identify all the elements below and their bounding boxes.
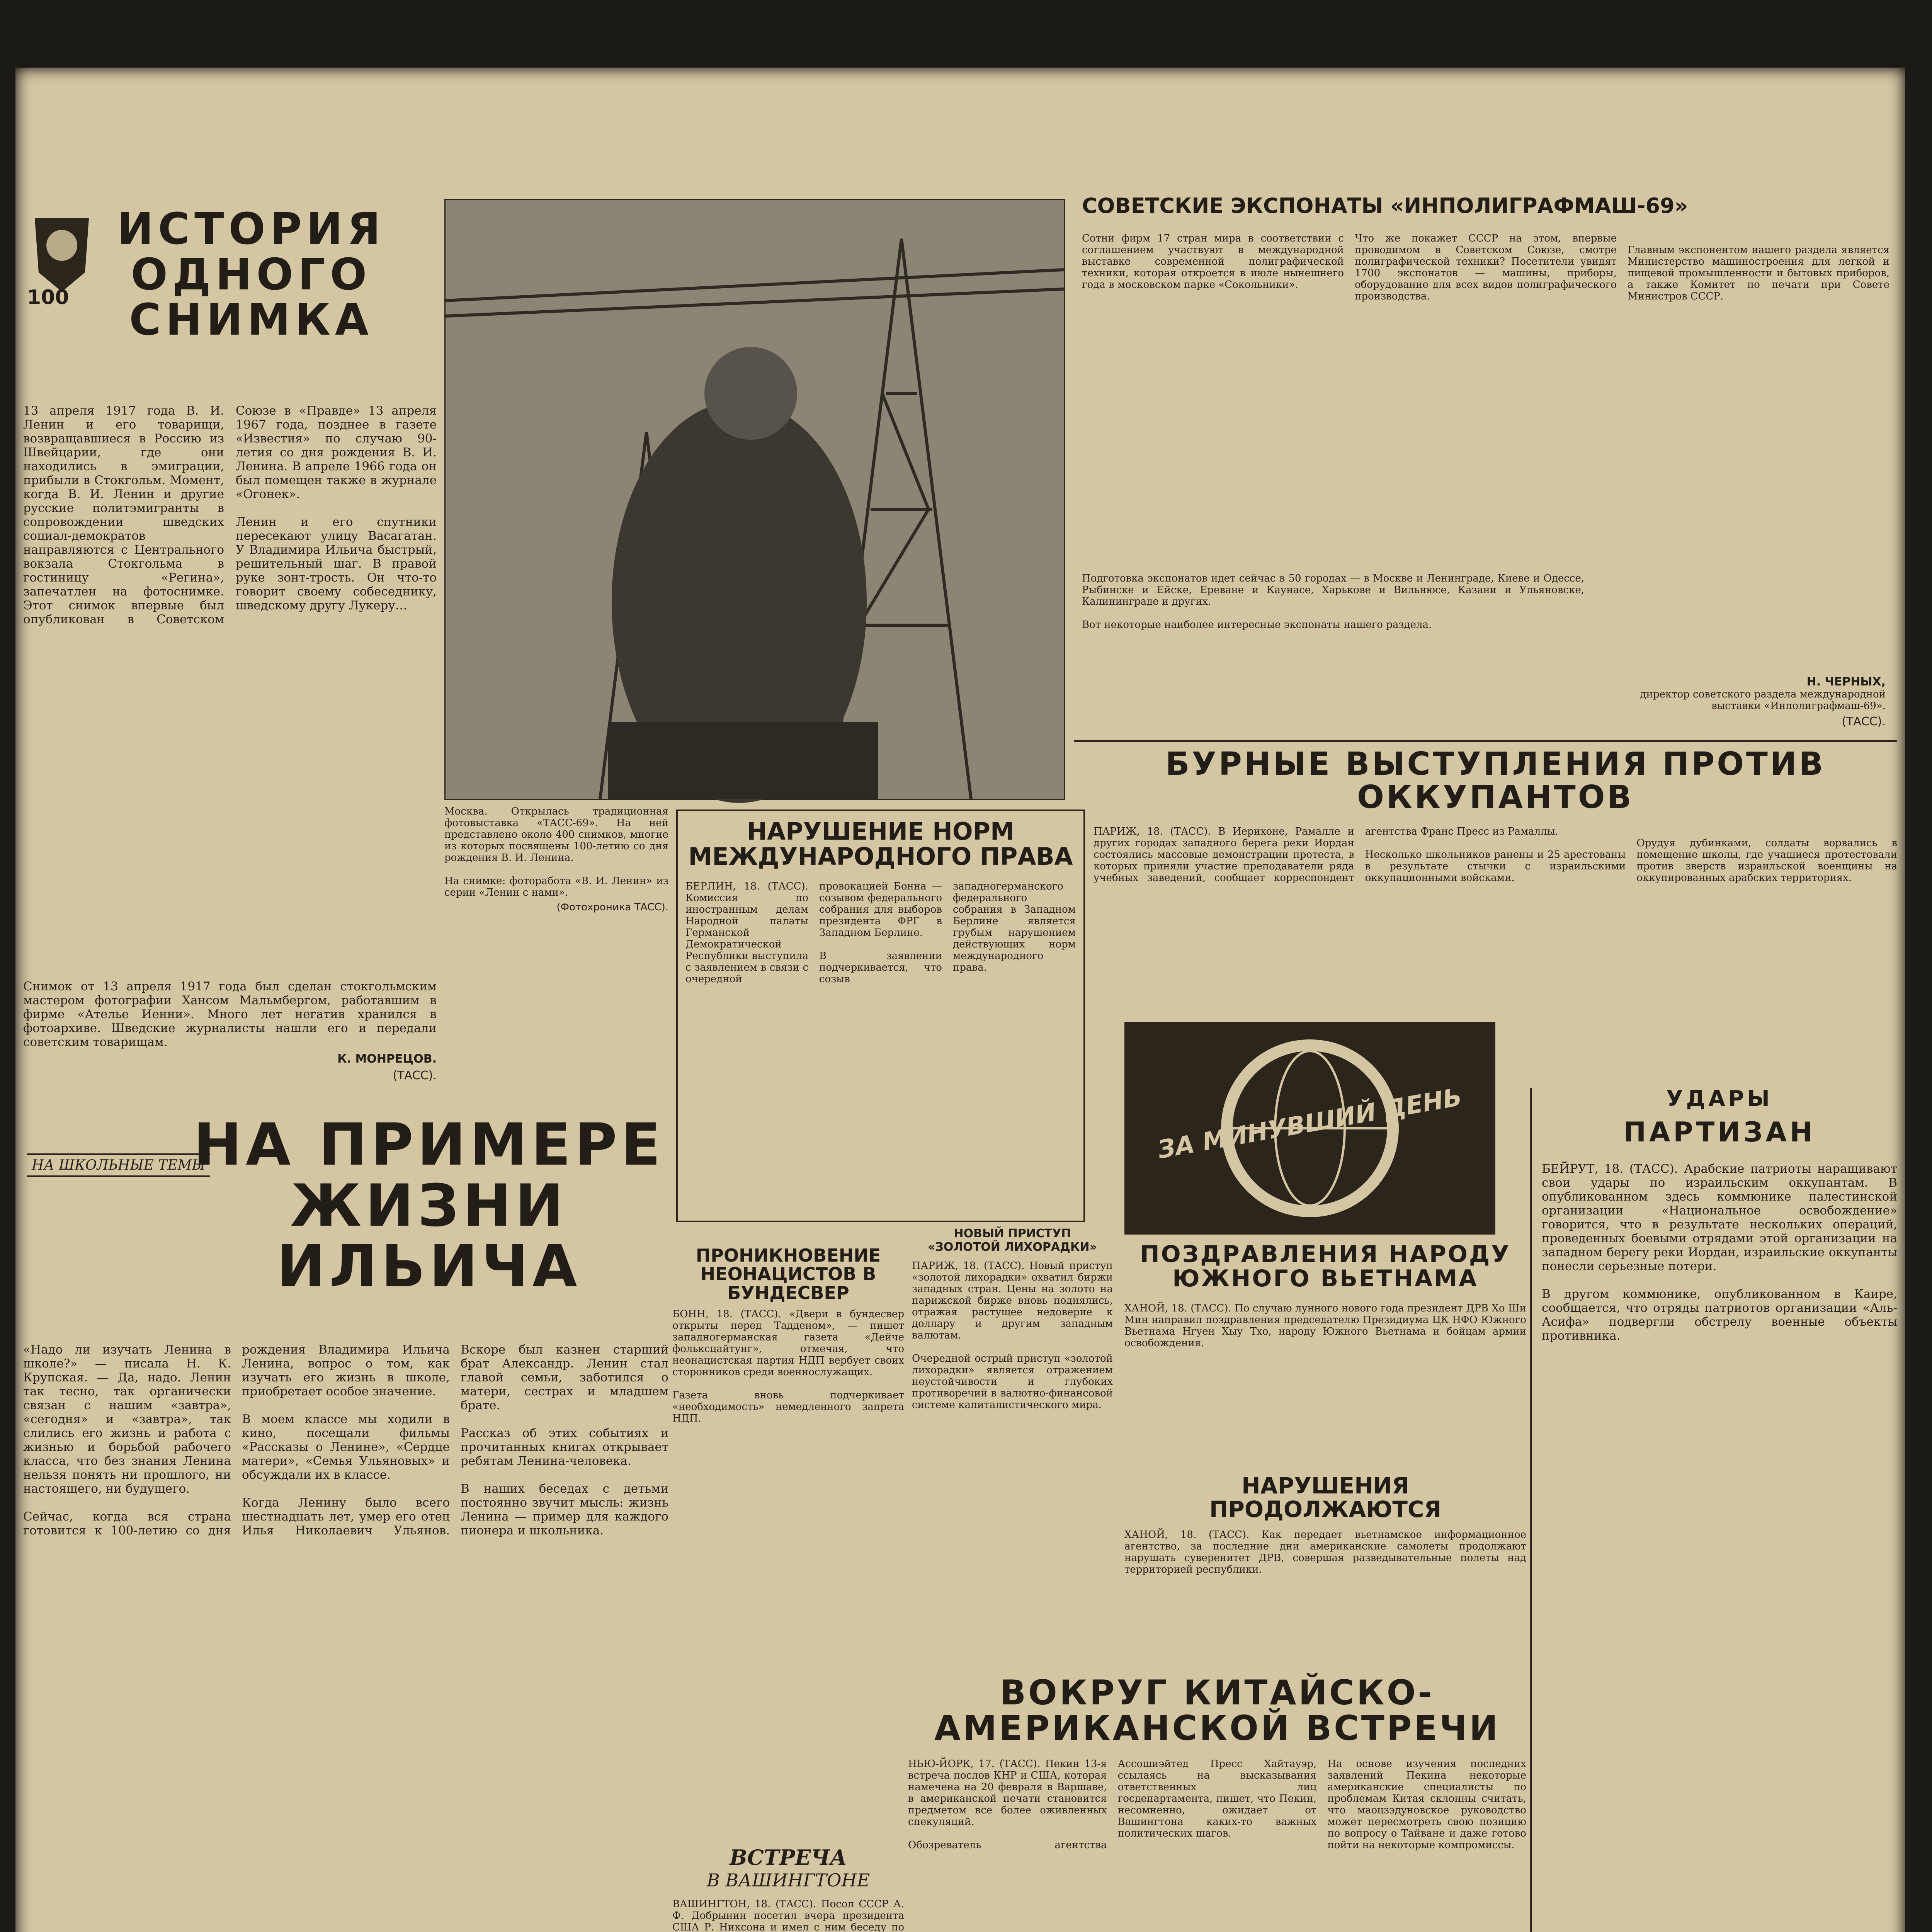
greetings-article	[1124, 1241, 1530, 1459]
school-text: «Надо ли изучать Ленина в школе?» — писала Н. К. Крупская. — Да, надо. Ленин так тесно, так органически связан с нашим «завтра», «сегодня» и «завтра», так слились его жизнь и работа с жизнью и борьбой рабочего класса, что без знания Ленина нельзя понять ни прошлого, ни настоящего, ни будущего. Сейчас, когда вся страна готовится к 100-летию со дня рождения Владимира Ильича Ленина, вопрос о том, как изучать его жизнь в школе, приобретает особое значение. В моем классе мы ходили в кино, посещали фильмы «Рассказы о Ленине», «Сердце матери», «Семья Ульяновых» и обсуждали их в классе. Когда Ленину было всего шестнадцать лет, умер его отец Илья Николаевич Ульянов. Вскоре был казнен старший брат Александр. Ленин стал главой семьи, заботился о матери, сестрах и младшем брате. Рассказ об этих событиях и прочитанных книгах открывает ребятам Ленина-человека. В наших беседах с детьми постоянно звучит мысль: жизнь Ленина — пример для каждого пионера и школьника.	[23, 1343, 668, 1537]
exhibit-title: СОВЕТСКИЕ ЭКСПОНАТЫ «ИНПОЛИГРАФМАШ-69»	[1082, 194, 1688, 218]
exhibit-text-2: Подготовка экспонатов идет сейчас в 50 городах — в Москве и Ленинграде, Киеве и Одессе, Рыбинске и Ейске, Ереване и Каунасе, Харькове и Вильнюсе, Казани и Ульяновске, Калининграде и других. Вот некоторые наиболее интересные экспонаты нашего раздела.	[1082, 572, 1584, 631]
continuing-text: ХАНОЙ, 18. (ТАСС). Как передает вьетнамское информационное агентство, за последние дни американские самолеты продолжают нарушать суверенитет ДРВ, совершая разведывательные полеты над территорией республики.	[1124, 1529, 1530, 1575]
history-article	[23, 404, 440, 1092]
greetings-title: ПОЗДРАВЛЕНИЯ НАРОДУ ЮЖНОГО ВЬЕТНАМА	[1140, 1241, 1511, 1292]
udary-title: ПАРТИЗАН	[1623, 1116, 1816, 1148]
meeting-title: В ВАШИНГТОНЕ	[706, 1870, 870, 1891]
history-text-2: Снимок от 13 апреля 1917 года был сделан стокгольмским мастером фотографии Хансом Мальмбергом, работавшим в фирме «Ателье Иенни». Много лет негатив хранился в фотоархиве. Шведские журналисты нашли его и передали советским товарищам.	[23, 980, 440, 1049]
stormy-text: ПАРИЖ, 18. (ТАСС). В Иерихоне, Рамалле и других городах западного берега реки Иордан состоялись массовые демонстрации протеста, в которых приняли участие преподаватели ряда учебных заведений, сообщает корреспондент агентства Франс Пресс из Рамаллы. Несколько школьников ранены и 25 арестованы в результате стычки с израильскими оккупационными войсками. Орудуя дубинками, солдаты ворвались в помещение школы, где учащиеся протестовали против зверств израильской военщины на оккупированных арабских территориях.	[1094, 826, 1897, 884]
school-article	[23, 1343, 668, 1932]
exhibit-article	[1082, 195, 1889, 732]
neo-text: БОНН, 18. (ТАСС). «Двери в бундесвер открыты перед Тадденом», — пишет западногерманская газета «Дейче фольксцайтунг», отмечая, что неонацистская партия НДП вербует своих сторонников среди военнослужащих. Газета вновь подчеркивает «необходимость» немедленного запрета НДП.	[672, 1308, 904, 1424]
neo-title: ПРОНИКНОВЕНИЕ НЕОНАЦИСТОВ В БУНДЕСВЕР	[696, 1245, 881, 1303]
divider	[1530, 1088, 1532, 1932]
newspaper-page	[15, 68, 1905, 1932]
world-badge-text: ЗА МИНУВШИЙ ДЕНЬ	[1155, 1083, 1464, 1165]
school-kicker: НА ШКОЛЬНЫЕ ТЕМЫ	[27, 1153, 210, 1177]
udary-article	[1542, 1088, 1897, 1932]
attack-kicker: НОВЫЙ ПРИСТУП	[954, 1227, 1071, 1240]
china-usa-title: ВОКРУГ КИТАЙСКО-АМЕРИКАНСКОЙ ВСТРЕЧИ	[934, 1673, 1500, 1748]
violation-title: НАРУШЕНИЕ НОРМ МЕЖДУНАРОДНОГО ПРАВА	[688, 817, 1073, 871]
history-text: 13 апреля 1917 года В. И. Ленин и его товарищи, возвращавшиеся в Россию из Швейцарии, где они находились в эмиграции, прибыли в Стокгольм. Момент, когда В. И. Ленин и другие русские политэмигранты в сопровождении шведских социал-демократов направляются с Центрального вокзала Стокгольма в гостиницу «Регина», запечатлен на фотоснимке. Этот снимок впервые был опубликован в Советском Союзе в «Правде» 13 апреля 1967 года, позднее в газете «Известия» по случаю 90-летия со дня рождения В. И. Ленина. В апреле 1966 года он был помещен также в журнале «Огонек». Ленин и его спутники пересекают улицу Васагатан. У Владимира Ильича быстрый, решительный шаг. В правой руке зонт-трость. Он что-то говорит своему собеседнику, шведскому другу Лукеру…	[23, 404, 437, 626]
photo-caption-text: Москва. Открылась традиционная фотовыставка «ТАСС-69». На ней представлено около 400 снимков, многие из которых посвящены 100-летию со дня рождения В. И. Ленина. На снимке: фоторабота «В. И. Ленин» из серии «Ленин с нами».	[444, 806, 668, 898]
exhibit-agency: (ТАСС).	[1842, 715, 1886, 728]
photo-drawing	[446, 200, 1064, 799]
china-usa-article	[908, 1675, 1526, 1932]
meeting-article	[672, 1845, 904, 1932]
photo-caption	[444, 806, 668, 1045]
neo-article	[672, 1246, 904, 1644]
udary-text: БЕЙРУТ, 18. (ТАСС). Арабские патриоты наращивают свои удары по израильским оккупантам. В опубликованном здесь коммюнике палестинской организации «Национальное освобождение» говорится, что в результате нескольких операций, проведенных боевыми отрядами этой организации на западном берегу реки Иордан, израильские оккупанты понесли серьезные потери. В другом коммюнике, опубликованном в Каире, сообщается, что отряды патриотов организации «Аль-Асифа» подвергли обстрелу военные объекты противника.	[1542, 1162, 1897, 1343]
attack-title: «ЗОЛОТОЙ ЛИХОРАДКИ»	[928, 1240, 1097, 1254]
divider	[1074, 740, 1897, 742]
attack-text: ПАРИЖ, 18. (ТАСС). Новый приступ «золотой лихорадки» охватил биржи западных стран. Цены на золото на парижской бирже вновь поднялись, отражая растущее недоверие к доллару и другим западным валютам. Очередной острый приступ «золотой лихорадки» является отражением неустойчивости и глубоких противоречий в валютно-финансовой системе капиталистического мира.	[912, 1260, 1113, 1411]
attack-article	[912, 1227, 1113, 1663]
continuing-title: НАРУШЕНИЯ ПРОДОЛЖАЮТСЯ	[1209, 1473, 1442, 1522]
history-author: К. МОНРЕЦОВ.	[337, 1052, 437, 1066]
udary-kicker: УДАРЫ	[1666, 1086, 1773, 1111]
world-badge	[1124, 1022, 1495, 1235]
history-header	[15, 191, 410, 392]
history-agency: (ТАСС).	[393, 1069, 437, 1082]
exhibit-author: Н. ЧЕРНЫХ,	[1806, 675, 1886, 689]
photo-credit: (Фотохроника ТАСС).	[556, 901, 668, 913]
school-title: НА ПРИМЕРЕ ЖИЗНИ ИЛЬИЧА	[193, 1111, 665, 1300]
meeting-kicker: ВСТРЕЧА	[730, 1845, 847, 1870]
violation-text: БЕРЛИН, 18. (ТАСС). Комиссия по иностранным делам Народной палаты Германской Демократической Республики выступила с заявлением в связи с очередной провокацией Бонна — созывом федерального собрания для выборов президента ФРГ в Западном Берлине. В заявлении подчеркивается, что созыв западногерманского федерального собрания в Западном Берлине является грубым нарушением действующих норм международного права.	[685, 881, 1076, 985]
continuing-article	[1124, 1473, 1530, 1652]
stormy-title: БУРНЫЕ ВЫСТУПЛЕНИЯ ПРОТИВ ОККУПАНТОВ	[1165, 746, 1825, 816]
exhibit-text: Сотни фирм 17 стран мира в соответствии с соглашением участвуют в международной выставке современной полиграфической техники, которая откроется в июле нынешнего года в московском парке «Сокольники». Что же покажет СССР на этом, впервые проводимом в Советском Союзе, смотре полиграфической техники? Посетители увидят 1700 экспонатов — машины, приборы, оборудование для всех видов полиграфического производства. Главным экспонентом нашего раздела является Министерство машиностроения для легкой и пищевой промышленности и бытовых приборов, а также Комитет по печати при Совете Министров СССР.	[1082, 232, 1889, 302]
meeting-text: ВАШИНГТОН, 18. (ТАСС). Посол СССР А. Ф. Добрынин посетил вчера президента США Р. Никсона и имел с ним беседу по	[672, 1898, 904, 1932]
exhibit-author-role: директор советского раздела международной выставки «Инполиграфмаш-69».	[1640, 689, 1889, 712]
lenin-centenary-emblem	[27, 214, 97, 307]
violation-article	[676, 810, 1085, 1222]
greetings-text: ХАНОЙ, 18. (ТАСС). По случаю лунного нового года президент ДРВ Хо Ши Мин направил поздравления председателю Президиума ЦК НФО Южного Вьетнама Нгуен Хыу Тхо, народу Южного Вьетнама и бойцам армии освобождения.	[1124, 1303, 1530, 1349]
school-header	[23, 1107, 676, 1339]
centenary-badge: 100	[27, 286, 69, 309]
history-title: ИСТОРИЯ ОДНОГО СНИМКА	[117, 204, 385, 345]
lenin-statue-photo	[444, 199, 1065, 800]
china-usa-text: НЬЮ-ЙОРК, 17. (ТАСС). Пекин 13-я встреча послов КНР и США, которая намечена на 20 февраля в Варшаве, в американской печати становится предметом все более оживленных спекуляций. Обозреватель агентства Ассошиэйтед Пресс Хайтауэр, ссылаясь на высказывания ответственных лиц госдепартамента, пишет, что Пекин, несомненно, ожидает от Вашингтона каких-то важных политических шагов. На основе изучения последних заявлений Пекина некоторые американские специалисты по проблемам Китая склонны считать, что маоцзэдуновское руководство может пересмотреть свою позицию по вопросу о Тайване и даже готово пойти на некоторые компромиссы.	[908, 1758, 1526, 1851]
